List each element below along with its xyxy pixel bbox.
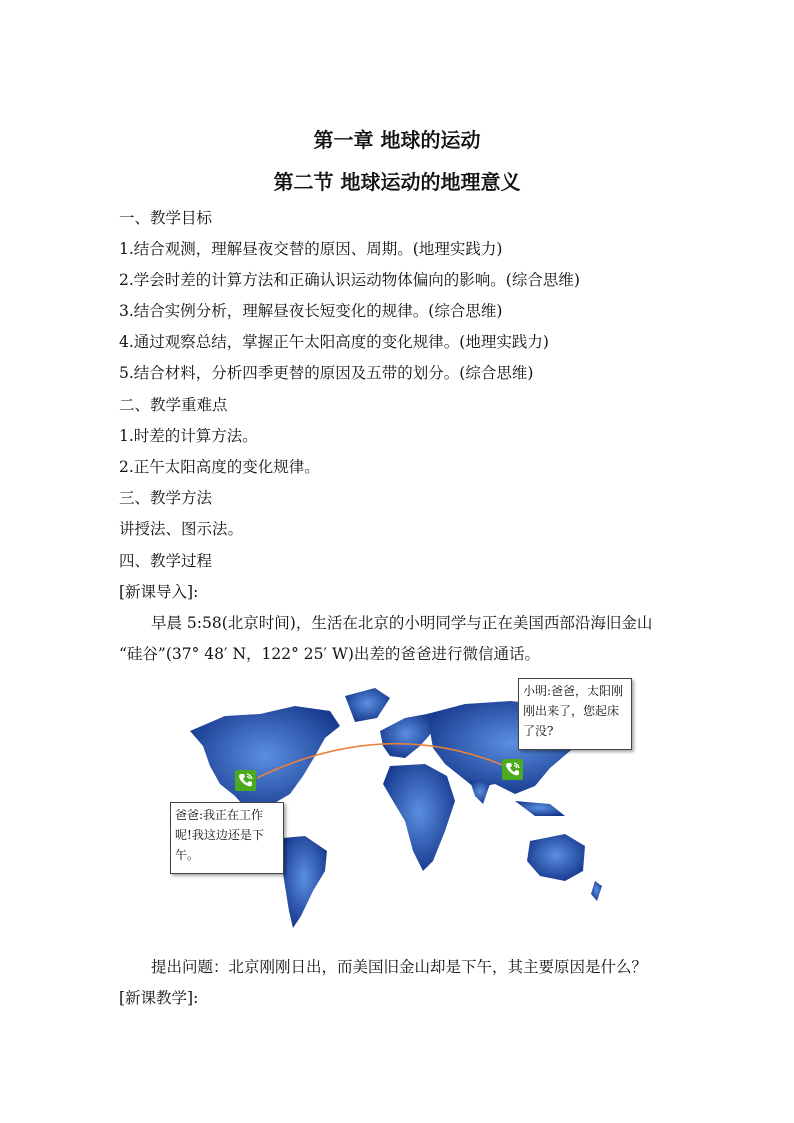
goal-item: 3.结合实例分析，理解昼夜长短变化的规律。(综合思维) <box>119 302 503 320</box>
chapter-title: 第一章 地球的运动 <box>313 128 481 152</box>
methods-text: 讲授法、图示法。 <box>119 520 244 538</box>
goal-item: 5.结合材料，分析四季更替的原因及五带的划分。(综合思维) <box>119 364 534 382</box>
australia-shape <box>527 834 585 881</box>
phone-call-icon <box>502 759 523 780</box>
intro-label: [新课导入]: <box>119 583 199 601</box>
methods-heading: 三、教学方法 <box>119 489 213 507</box>
islands-shape <box>515 801 565 816</box>
goals-heading: 一、教学目标 <box>119 209 213 227</box>
south-america-shape <box>281 836 327 928</box>
intro-paragraph-line: 早晨 5:58(北京时间)，生活在北京的小明同学与正在美国西部沿海旧金山 <box>151 614 653 632</box>
xiaoming-speech-text: 小明:爸爸，太阳刚刚出来了，您起床了没? <box>523 684 624 738</box>
xiaoming-speech-callout <box>518 678 632 750</box>
north-america-shape <box>190 706 340 816</box>
section-title: 第二节 地球运动的地理意义 <box>273 170 521 194</box>
question-text: 提出问题：北京刚刚日出，而美国旧金山却是下午，其主要原因是什么？ <box>151 958 648 976</box>
process-heading: 四、教学过程 <box>119 552 213 570</box>
key-point-item: 2.正午太阳高度的变化规律。 <box>119 458 320 476</box>
africa-shape <box>383 764 455 871</box>
intro-paragraph-line: “硅谷”(37° 48′ N，122° 25′ W)出差的爸爸进行微信通话。 <box>119 645 540 663</box>
new-zealand-shape <box>591 881 602 901</box>
greenland-shape <box>345 688 390 722</box>
goal-item: 2.学会时差的计算方法和正确认识运动物体偏向的影响。(综合思维) <box>119 271 580 289</box>
europe-shape <box>380 714 433 758</box>
goal-item: 4.通过观察总结，掌握正午太阳高度的变化规律。(地理实践力) <box>119 333 549 351</box>
dad-speech-callout <box>170 802 284 874</box>
dad-speech-text: 爸爸:我正在工作呢!我这边还是下午。 <box>175 808 264 862</box>
phone-call-icon <box>235 770 256 791</box>
india-shape <box>470 781 490 804</box>
goal-item: 1.结合观测，理解昼夜交替的原因、周期。(地理实践力) <box>119 240 503 258</box>
teaching-label: [新课教学]: <box>119 989 199 1007</box>
key-point-item: 1.时差的计算方法。 <box>119 427 258 445</box>
key-points-heading: 二、教学重难点 <box>119 396 228 414</box>
